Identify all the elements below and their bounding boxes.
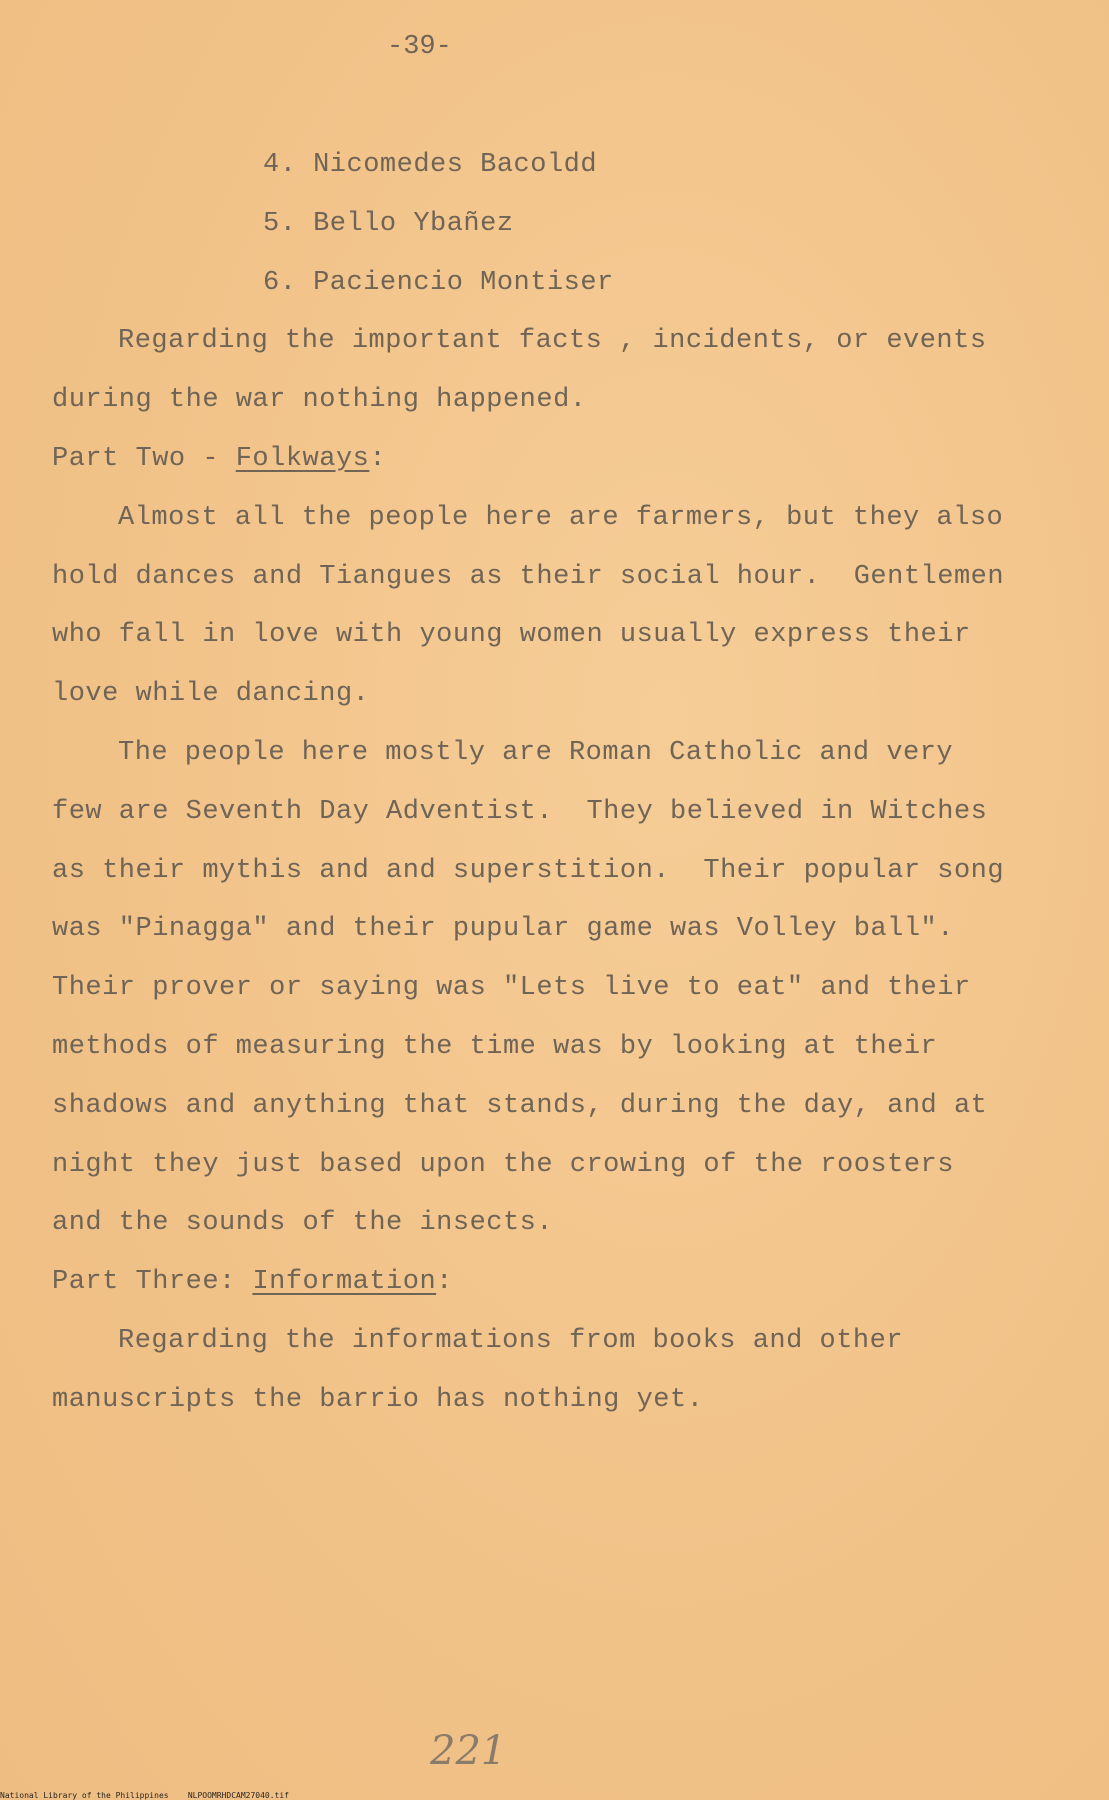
paragraph-line: Their prover or saying was "Lets live to eat" and their — [52, 973, 971, 1003]
list-item: 5. Bello Ybañez — [263, 209, 514, 239]
heading-suffix: : — [369, 444, 387, 474]
paragraph-line: few are Seventh Day Adventist. They believed in Witches — [52, 797, 988, 827]
paragraph-line: as their mythis and and superstition. Their popular song — [52, 856, 1005, 886]
heading-prefix: Part Three: — [52, 1267, 253, 1297]
scan-footer — [0, 1791, 289, 1800]
paragraph-line: was "Pinagga" and their pupular game was Volley ball". — [52, 914, 954, 944]
heading-prefix: Part Two - — [52, 444, 236, 474]
paragraph-line: and the sounds of the insects. — [52, 1208, 554, 1238]
heading-title: Folkways — [235, 444, 370, 474]
footer-file: NLPOOMRHDCAM27040.tif — [187, 1791, 289, 1800]
paragraph-line: during the war nothing happened. — [52, 385, 587, 415]
paragraph-line: hold dances and Tiangues as their social hour. Gentlemen — [52, 562, 1005, 592]
paragraph-line: shadows and anything that stands, during the day, and at — [52, 1091, 988, 1121]
paragraph-line: love while dancing. — [52, 679, 370, 709]
paragraph-line: Regarding the important facts , incidents, or events — [118, 326, 987, 356]
paragraph-line: The people here mostly are Roman Catholic and very — [118, 738, 954, 768]
handwritten-page-mark: 221 — [430, 1728, 507, 1774]
page-number: -39- — [387, 32, 452, 62]
footer-library: National Library of the Philippines — [0, 1791, 169, 1800]
paragraph-line: manuscripts the barrio has nothing yet. — [52, 1385, 704, 1415]
heading-suffix: : — [436, 1267, 453, 1297]
list-item: 6. Paciencio Montiser — [263, 268, 614, 298]
paragraph-line: night they just based upon the crowing of the roosters — [52, 1150, 954, 1180]
paragraph-line: methods of measuring the time was by looking at their — [52, 1032, 938, 1062]
list-item: 4. Nicomedes Bacoldd — [263, 150, 598, 180]
paragraph-line: Almost all the people here are farmers, but they also — [118, 503, 1004, 533]
section-heading-part-three — [52, 1267, 453, 1297]
paragraph-line: who fall in love with young women usually express their — [52, 620, 971, 650]
heading-title: Information — [252, 1267, 437, 1297]
paragraph-line: Regarding the informations from books and other — [118, 1326, 904, 1356]
section-heading-part-two — [52, 444, 386, 474]
